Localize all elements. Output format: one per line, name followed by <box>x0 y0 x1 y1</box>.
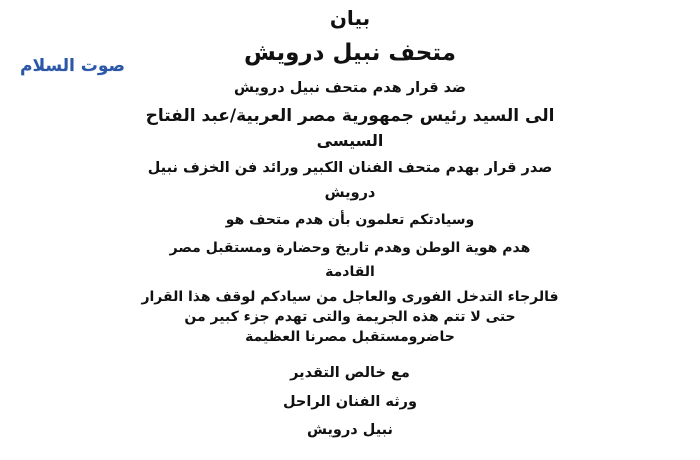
body-paragraph-3-line-1: هدم هوية الوطن وهدم تاريخ وحضارة ومستقبل مصر <box>169 240 531 256</box>
body-paragraph-1-line-1: صدر قرار بهدم متحف الفنان الكبير ورائد فن الخزف نبيل <box>147 160 553 176</box>
addressee-line-1: الى السيد رئيس جمهورية مصر العربية/عبد الفتاح <box>145 106 555 126</box>
signatory-line-2: نبيل درويش <box>306 422 394 438</box>
body-paragraph-2: وسيادتكم تعلمون بأن هدم متحف هو <box>225 212 475 228</box>
closing-regards: مع خالص التقدير <box>290 365 410 381</box>
statement-heading: بيان <box>329 6 371 30</box>
body-paragraph-4-line-2: حتى لا تتم هذه الجريمة والتى تهدم جزء كبير من <box>184 309 516 325</box>
body-paragraph-3-line-2: القادمة <box>325 264 375 280</box>
addressee-line-2: السيسى <box>316 131 384 150</box>
voice-of-peace-logo: صوت السلام <box>20 56 125 76</box>
signatory-line-1: ورثه الفنان الراحل <box>282 394 418 410</box>
body-paragraph-1-line-2: درويش <box>324 185 376 201</box>
body-paragraph-4-line-1: فالرجاء التدخل الفورى والعاجل من سيادكم لوقف هذا القرار <box>141 289 559 305</box>
body-paragraph-4-line-3: حاضرومستقبل مصرنا العظيمة <box>245 329 455 345</box>
subject-line: ضد قرار هدم متحف نبيل درويش <box>233 80 467 96</box>
museum-title: متحف نبيل درويش <box>243 40 457 66</box>
